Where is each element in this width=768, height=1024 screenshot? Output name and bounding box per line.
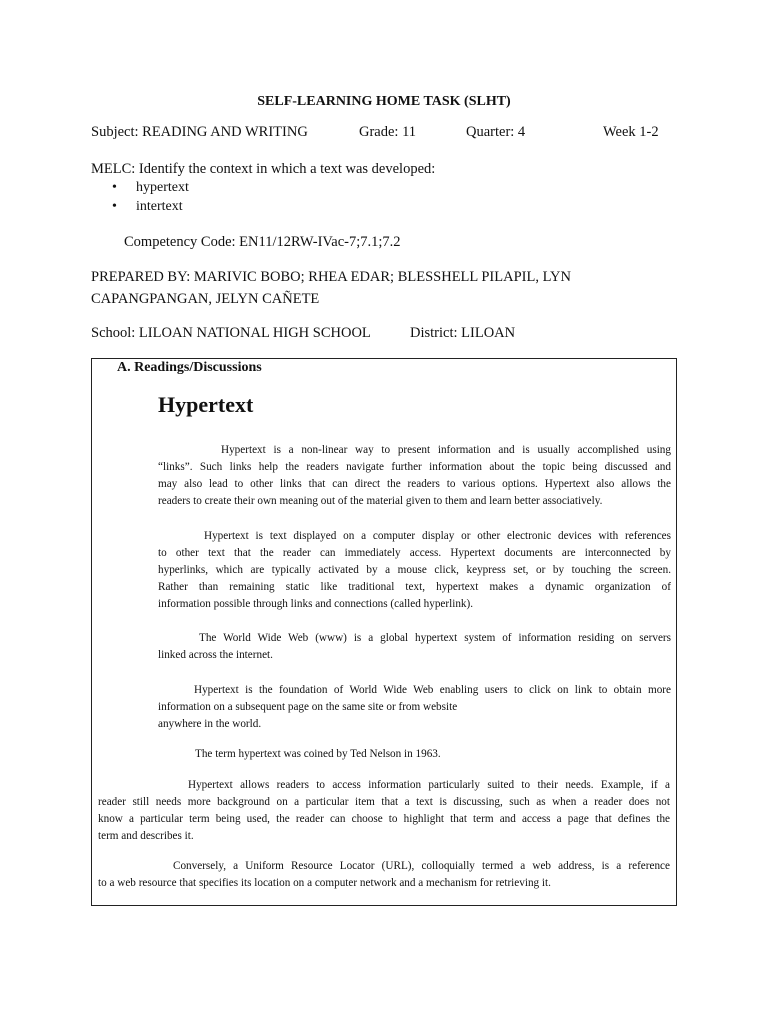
paragraph-line: may also lead to other links that can direct the readers to various options. Hypertext also allows the (158, 478, 671, 490)
paragraph-line: know a particular term being used, the reader can choose to highlight that term and access a page that defines the (98, 813, 670, 825)
paragraph-7 (98, 858, 670, 892)
melc-item-hypertext: • hypertext (110, 178, 189, 197)
paragraph-line: Hypertext allows readers to access information particularly suited to their needs. Example, if a (188, 779, 670, 791)
paragraph-line: Hypertext is text displayed on a computer display or other electronic devices with references (204, 530, 671, 542)
article-title: Hypertext (158, 392, 254, 417)
paragraph-line: to other text that the reader can immediately access. Hypertext documents are interconnected by (158, 547, 671, 559)
quarter-label: Quarter: 4 (466, 124, 526, 140)
melc-item-intertext: • intertext (110, 197, 189, 216)
subject-label: Subject: READING AND WRITING (91, 124, 308, 140)
paragraph-line: Hypertext is a non-linear way to present information and is usually accomplished using (221, 444, 671, 456)
paragraph-1 (158, 442, 671, 510)
paragraph-line: readers to create their own meaning out of the material given to them and learn better associatively. (158, 495, 603, 507)
paragraph-3 (158, 630, 671, 664)
paragraph-line: The term hypertext was coined by Ted Nelson in 1963. (195, 748, 441, 760)
paragraph-line: Conversely, a Uniform Resource Locator (URL), colloquially termed a web address, is a reference (173, 860, 670, 872)
readings-box (91, 358, 677, 906)
paragraph-6 (98, 777, 670, 845)
paragraph-5 (195, 746, 671, 763)
competency-code: Competency Code: EN11/12RW-IVac-7;7.1;7.2 (124, 234, 401, 250)
paragraph-line: The World Wide Web (www) is a global hypertext system of information residing on servers (199, 632, 671, 644)
week-label: Week 1-2 (603, 124, 659, 140)
grade-label: Grade: 11 (359, 124, 417, 140)
paragraph-line: Hypertext is the foundation of World Wide Web enabling users to click on link to obtain more (194, 684, 671, 696)
paragraph-line: information possible through links and connections (called hyperlink). (158, 598, 474, 610)
paragraph-line: hyperlinks, which are typically activated by a mouse click, keypress set, or by touching the screen. (158, 564, 671, 576)
melc-list (110, 178, 189, 216)
paragraph-2 (158, 528, 671, 613)
paragraph-line: information on a subsequent page on the same site or from website (158, 701, 458, 713)
paragraph-line: linked across the internet. (158, 649, 273, 661)
paragraph-line: to a web resource that specifies its location on a computer network and a mechanism for retrieving it. (98, 877, 551, 889)
paragraph-line: reader still needs more background on a particular item that a text is discussing, such as when a reader does not (98, 796, 670, 808)
document-title: SELF-LEARNING HOME TASK (SLHT) (257, 94, 511, 109)
readings-heading: A. Readings/Discussions (117, 360, 262, 375)
paragraph-4 (158, 682, 671, 733)
melc-label: MELC: Identify the context in which a text was developed: (91, 161, 436, 177)
paragraph-line: Rather than remaining static like traditional text, hypertext makes a dynamic organization of (158, 581, 671, 593)
school-label: School: LILOAN NATIONAL HIGH SCHOOL (91, 325, 371, 341)
paragraph-line: “links”. Such links help the readers navigate further information about the topic being discussed and (158, 461, 671, 473)
paragraph-line: term and describes it. (98, 830, 194, 842)
district-label: District: LILOAN (410, 325, 516, 341)
prepared-by-line-1: PREPARED BY: MARIVIC BOBO; RHEA EDAR; BLESSHELL PILAPIL, LYN (91, 269, 571, 285)
paragraph-line: anywhere in the world. (158, 718, 262, 730)
prepared-by-line-2: CAPANGPANGAN, JELYN CAÑETE (91, 291, 320, 307)
